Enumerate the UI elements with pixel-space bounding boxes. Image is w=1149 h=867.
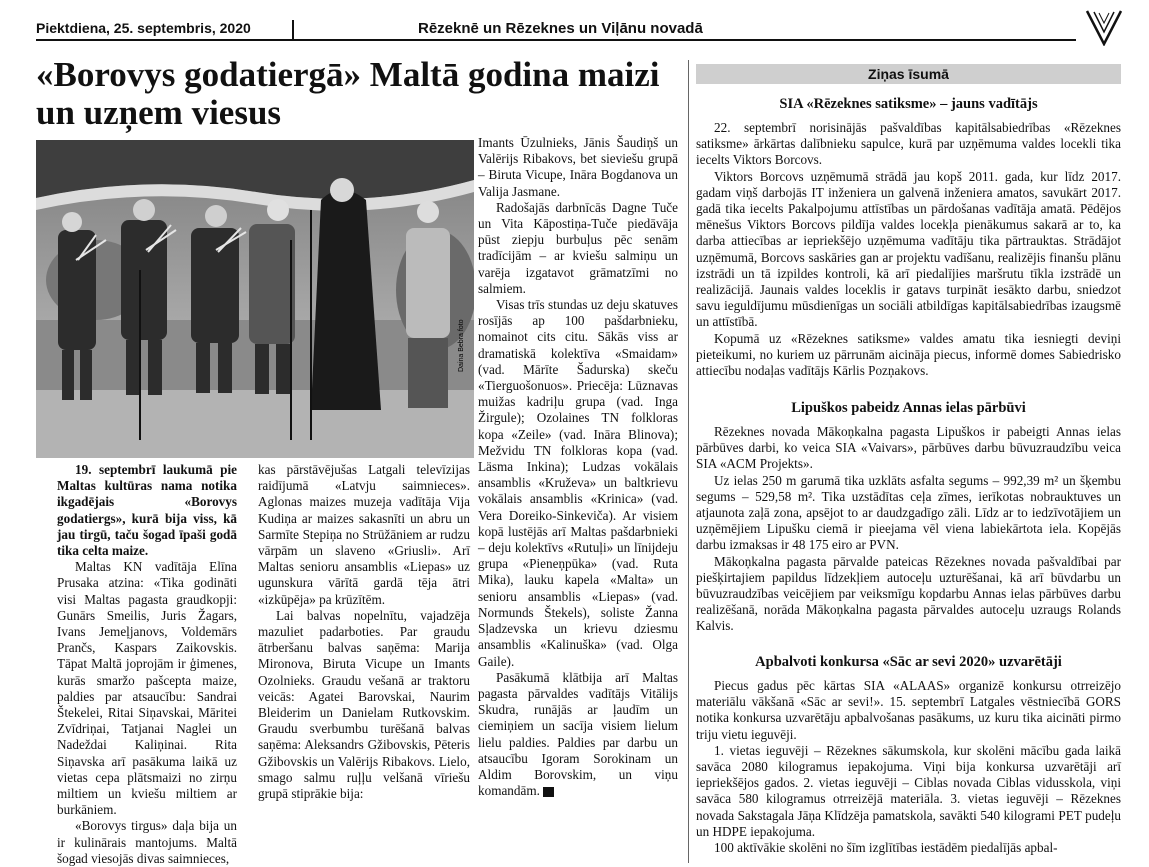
article-lead: 19. septembrī laukumā pie Maltas kultūras nama notika ikgadējais «Borovys godatiergs», kurā bija viss, kā jau tirgū, taču šogad īpaši godā tika celta maize. xyxy=(57,462,237,559)
article-paragraph: Visas trīs stundas uz deju skatuves rosījās ap 100 pašdarbnieku, nomainot cits citu. Sākās viss ar dramatiskā kolektīva «Smaidam» (vad. Mārīte Šadurska) skeču «Tierguošonuos». Priecēja: Lūznavas muižas kadriļu grupa (vad. Inga Žirgule); Ozolaines TN folkloras kopa «Zeile» (vad. Ināra Blinova); Mežvidu TN folkloras kopa (vad. Läsma Inkina); Ludzas vokālais ansamblis «Kruževa» un baltkrievu vokālais ansamblis «Krinica» (vad. Vera Doreiko-Sinkeviča). Ar visiem kopā lustējās arī Maltas pašdarbnieki – deju kolektīvs «Rutuļi» un līnijdeju grupa «Pieneņpūka» (vad. Ruta Mika), lauku kapela «Malta» un senioru ansamblis «Liepas» (vad. Normunds Štekels), soliste Žanna Sļadzevska un krievu dziesmu ansamblis «Kalinuška» (vad. Olga Gaile). xyxy=(478,297,678,669)
article-paragraph: Imants Ūzulnieks, Jānis Šaudiņš un Valērijs Ribakovs, bet sieviešu grupā – Biruta Vicupe, Ināra Bogdanova un Valija Jasmane. xyxy=(478,135,678,199)
header-rule xyxy=(36,39,1076,41)
article-column-3 xyxy=(478,135,678,799)
news-item-body xyxy=(696,678,1121,856)
article-paragraph: «Borovys tirgus» daļa bija un ir kulinārais mantojums. Maltā šogad viesojās divas saimnieces, xyxy=(57,818,237,866)
article-photo xyxy=(36,140,474,458)
news-paragraph: 100 aktīvākie skolēni no šīm izglītības iestādēm piedalījās apbal- xyxy=(714,840,1058,856)
news-paragraph: Piecus gadus pēc kārtas SIA «ALAAS» organizē konkursu otrreizējo materiālu vākšanā «Sāc ar sevi!». 15. septembrī Latgales vēstniecībā GORS notika konkursa uzvarētāju apbalvošanas pasākums, uz kuru tika aicināti pirmo triju vietu ieguvēji. xyxy=(696,678,1121,742)
news-item-body xyxy=(696,424,1121,635)
article-paragraph: Lai balvas nopelnītu, vajadzēja mazuliet padarboties. Par graudu ātrberšanu balvas saņēma: Marija Mironova, Biruta Vicupe un Imants Ozolnieks. Graudu vešanā ar traktoru veicās: Agatei Barovskai, Naurim Bleiderim un Danielam Rutkovskim. Graudu sverbumbu turēšanā balvas saņēma: Aleksandrs Gžibovskis, Pēteris Gžibovskis un Valērijs Ribakovs. Lielo, smago salmu ruļļu velšanā vīriešu grupā stiprākie bija: xyxy=(258,607,470,802)
news-item-title: Lipuškos pabeidz Annas ielas pārbūvi xyxy=(791,400,1026,416)
news-paragraph: Viktors Borcovs uzņēmumā strādā jau kopš 2011. gada, kur līdz 2017. gadam viņš darbojās IT inženiera un galvenā inženiera amatos, savukārt 2017. gadā tika iecelts Pakalpojumu attīstības un pārdošanas vadītāja amatā. Pēdējos mēnešus Viktors Borcovs pildīja valdes locekļa pienākumus sakarā ar to, ka darba attiecības ar iepriekšējo uzņēmuma vadītāju tika pārtrauktas. Strādājot uzņēmumā, Borcovs saskāries gan ar projektu vadīšanu, realizējis finanšu plānu izstrādi un tā izpildes kontroli, kā arī piedalījies maršrutu tīkla izstrādē un realizācijā. Jaunais valdes loceklis ir gatavs turpināt iesākto darbu, sniedzot savu ieguldījumu mūsdienīgas un sociāli atbildīgas kapitālsabiedrības izaugsmē un attīstībā. xyxy=(696,168,1121,330)
news-section-title: Ziņas īsumā xyxy=(868,66,949,82)
photo-illustration xyxy=(36,140,474,458)
news-item-body xyxy=(696,120,1121,379)
news-section-bar xyxy=(696,64,1121,84)
issue-date: Piektdiena, 25. septembris, 2020 xyxy=(36,20,251,36)
news-paragraph: 22. septembrī norisinājās pašvaldības kapitālsabiedrības «Rēzeknes satiksme» ārkārtas dalībnieku sapulce, kurā par uzņēmuma valdes locekli tika iecelts Viktors Borcovs. xyxy=(696,120,1121,168)
article-column-2 xyxy=(258,462,470,802)
article-end-mark: V xyxy=(543,787,554,797)
news-paragraph: Mākoņkalna pagasta pārvalde pateicas Rēzeknes novada pašvaldībai par piešķirtajiem papildus līdzekļiem autoceļu uzturēšanai, kā arī būvdarbu un būvuzraudzības veicējiem par veiksmīgu kopdarbu Annas ielas pārbūves darbu realizēšanā, norāda Mākoņkalna pagasta pārvaldes autoceļu uzraugs Rolands Kalvis. xyxy=(696,553,1121,634)
news-paragraph: Rēzeknes novada Mākoņkalna pagasta Lipuškos ir pabeigti Annas ielas pārbūves darbi, ko veica SIA «Vaivars», pārbūves darbu būvuzraudzību veica SIA «ACM Projekts». xyxy=(696,424,1121,472)
article-paragraph: Radošajās darbnīcās Dagne Tuče un Vita Kāpostiņa-Tuče piedāvāja pūst ziepju burbuļus pēc senām tradīcijām – ar kviešu salmiņu un varēja izgatavot grāmatzīmi no salmiem. xyxy=(478,199,678,296)
article-column-1 xyxy=(57,462,237,867)
article-paragraph xyxy=(478,670,678,800)
photo-credit: Daina Bebra foto xyxy=(458,319,465,372)
news-paragraph: Kopumā uz «Rēzeknes satiksme» valdes amatu tika iesniegti deviņi pieteikumi, no kuriem uz pārrunām aicināja piecus, informē domes Sabiedrisko attiecību nodaļas vadītājs Kārlis Pozņakovs. xyxy=(696,330,1121,379)
news-item-title: Apbalvoti konkursa «Sāc ar sevi 2020» uzvarētāji xyxy=(755,654,1062,670)
newspaper-logo-icon xyxy=(1085,8,1123,46)
section-region: Rēzeknē un Rēzeknes un Viļānu novadā xyxy=(418,20,703,37)
news-paragraph: Uz ielas 250 m garumā tika uzklāts asfalta segums – 992,39 m² un šķembu segums – 529,58 m². Tika uzstādītas ceļa zīmes, ierīkotas nobrauktuves un atjaunota zaļā zona, apsējot to ar daudzgadīgo zāli. Līdz ar to iedzīvotājiem un uzņēmējiem Lipušku ciemā ir pieejama vēl viena labiekārtota iela. Kopējās darbu izmaksas ir 48 175 eiro ar PVN. xyxy=(696,472,1121,553)
news-item-title: SIA «Rēzeknes satiksme» – jauns vadītājs xyxy=(779,96,1038,112)
article-paragraph: Maltas KN vadītāja Elīna Prusaka atzina: «Tika godināti visi Maltas pagasta graudkopji: Gunārs Smeilis, Juris Žagars, Ivans Jemeļjanovs, Voldemārs Prančs, Kaspars Zaikovskis. Tāpat Maltā joprojām ir ģimenes, kurās smaržo pašcepta maize, paldies par atsaucību: Sandrai Štekelei, Ritai Siņavskai, Māritei Zvīdriņai, Tatjanai Naglei un Nadeždai Kaliņinai. Rita Siņavska arī pasākuma laikā uz vietas cepa plātsmaizi no zirņu miltiem un kviešu miltiem ar burkāniem. xyxy=(57,559,237,818)
column-divider xyxy=(688,60,689,863)
article-paragraph-text: Pasākumā klātbija arī Maltas pagasta pārvaldes vadītājs Vitālijs Skudra, runājās ar ļaudīm un ciemiņiem un sacīja visiem lielum lielu paldies. Paldies par darbu un atsaucību Igoram Sorokinam un Aldim Borovskim, un viņu komandām. xyxy=(478,669,678,799)
page-header xyxy=(36,20,1121,42)
article-headline: «Borovys godatiergā» Maltā godina maizi un uzņem viesus xyxy=(36,55,660,132)
header-separator xyxy=(292,20,294,39)
news-paragraph: 1. vietas ieguvēji – Rēzeknes sākumskola, kur skolēni mācību gada laikā savāca 2080 kilogramus iepakojuma. Viņi bija konkursa uzvarētāji arī iepriekšējos gados. 2. vietas ieguvēji – Ciblas novada Ciblas vidusskola, viņi savāca 580 kilogramus otrreizējā materiāla. 3. vietas ieguvēji – Rēzeknes novada Sakstagala Jāņa Klīdzēja pamatskola, savākti 540 kilogrami PET pudeļu un HDPE iepakojuma. xyxy=(696,742,1121,839)
article-paragraph: kas pārstāvējušas Latgali televīzijas raidījumā «Latvju saimnieces». Aglonas maizes muzeja vadītāja Vija Kudiņa ar maizes sakasnīti un abru un Sarmīte Stepiņa no Strūžāniem ar rudzu vārpām un slaveno «Griusli». Arī Maltas senioru ansamblis «Liepas» uz ugunskura vārītā gardā tēja ātri «izkūpēja» pa krūzītēm. xyxy=(258,462,470,607)
